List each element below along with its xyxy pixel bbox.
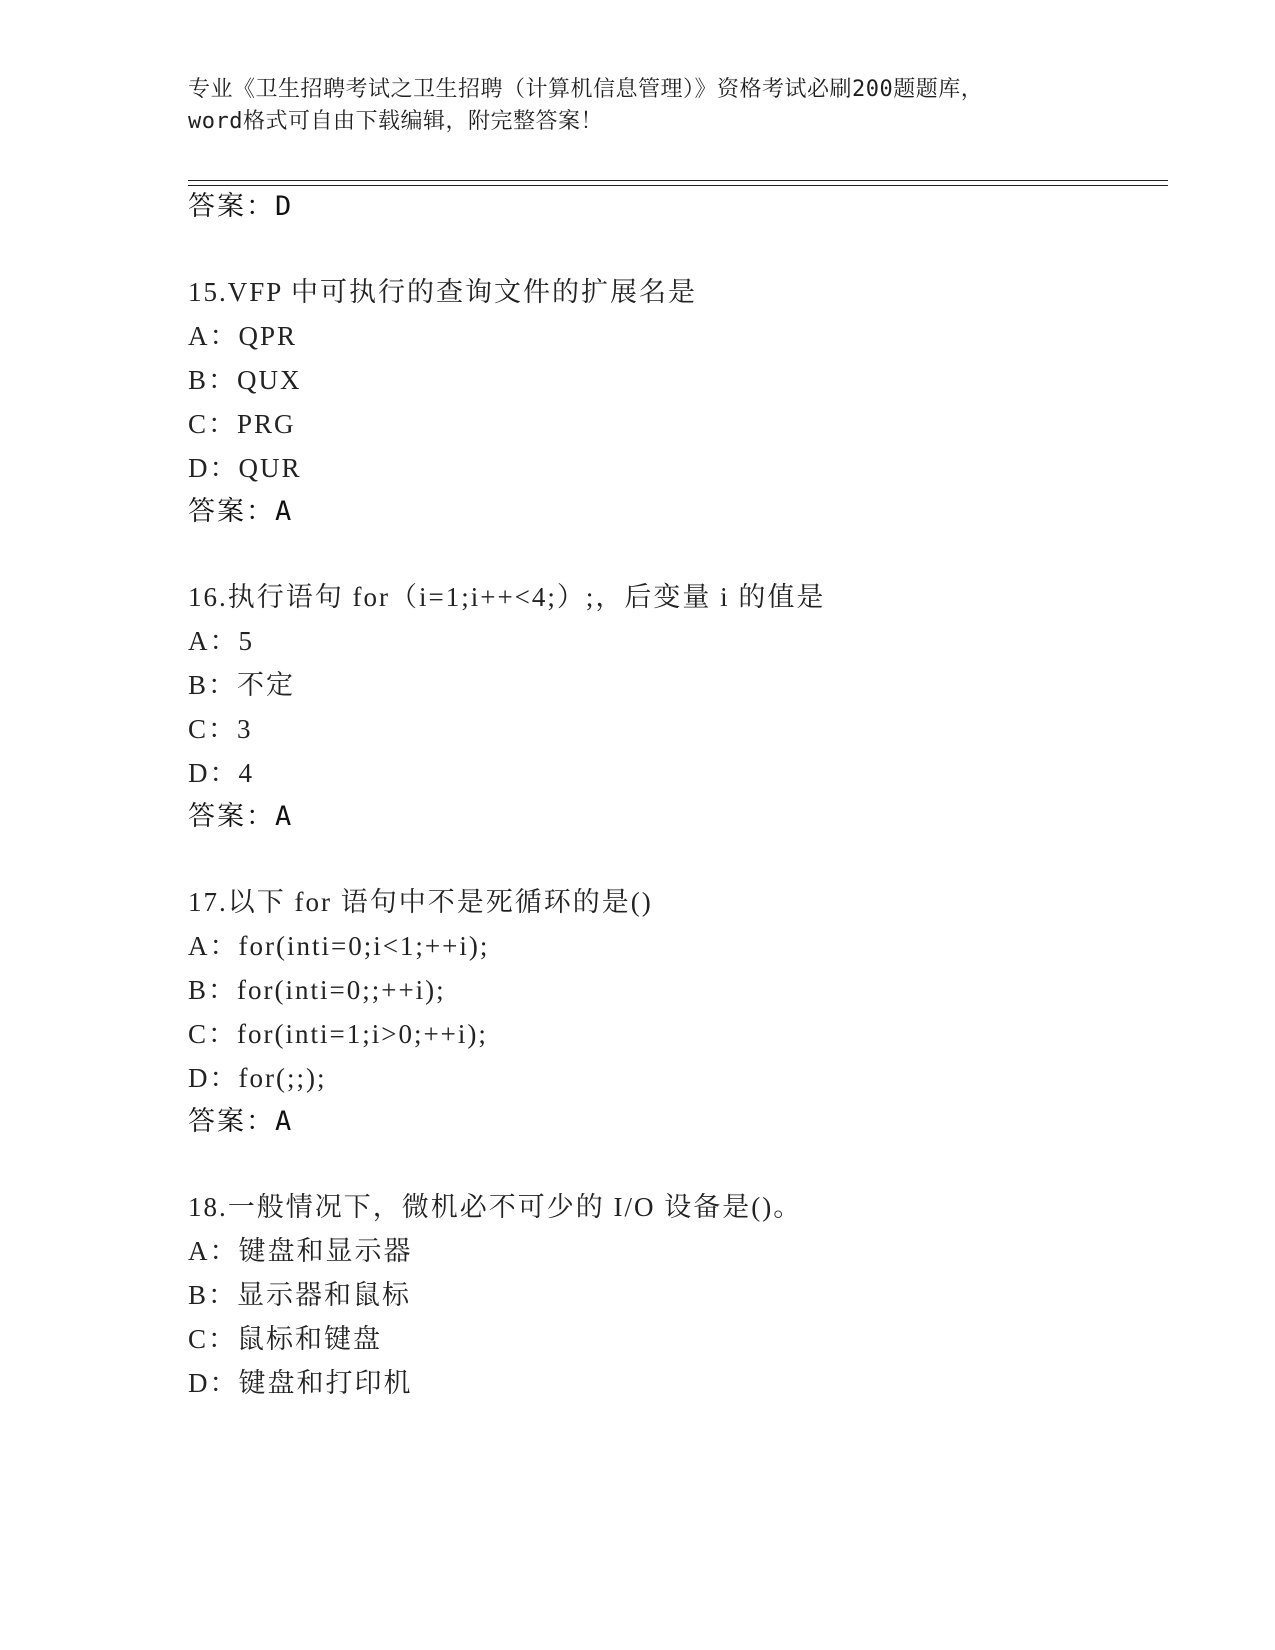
question-17: 17.以下 for 语句中不是死循环的是()	[188, 887, 653, 917]
q16-option-a: A：5	[188, 626, 254, 656]
q17-option-b: B：for(inti=0;;++i);	[188, 975, 446, 1005]
question-15: 15.VFP 中可执行的查询文件的扩展名是	[188, 277, 698, 307]
question-18: 18.一般情况下，微机必不可少的 I/O 设备是()。	[188, 1192, 803, 1222]
q18-option-a: A：键盘和显示器	[188, 1236, 413, 1266]
q17-option-a: A：for(inti=0;i<1;++i);	[188, 931, 490, 961]
header-line-1: 专业《卫生招聘考试之卫生招聘（计算机信息管理）》资格考试必刷200题题库，	[188, 77, 984, 102]
q16-option-c: C：3	[188, 714, 253, 744]
previous-answer: 答案：D	[188, 191, 294, 222]
q16-answer: 答案：A	[188, 801, 294, 832]
q15-option-a: A：QPR	[188, 321, 298, 351]
q15-option-b: B：QUX	[188, 365, 302, 395]
q15-option-c: C：PRG	[188, 409, 296, 439]
header-line-2: word格式可自由下载编辑，附完整答案！	[188, 109, 603, 134]
header-divider-top	[188, 180, 1168, 181]
q18-option-d: D：键盘和打印机	[188, 1368, 413, 1398]
q16-option-d: D：4	[188, 758, 254, 788]
question-16: 16.执行语句 for（i=1;i++<4;）;，后变量 i 的值是	[188, 582, 826, 612]
q15-answer: 答案：A	[188, 496, 294, 527]
q15-option-d: D：QUR	[188, 453, 302, 483]
document-header	[188, 74, 1088, 138]
q17-answer: 答案：A	[188, 1106, 294, 1137]
q18-option-b: B：显示器和鼠标	[188, 1280, 412, 1310]
q18-option-c: C：鼠标和键盘	[188, 1324, 383, 1354]
q17-option-c: C：for(inti=1;i>0;++i);	[188, 1019, 488, 1049]
header-divider-bottom	[188, 185, 1168, 186]
q17-option-d: D：for(;;);	[188, 1063, 327, 1093]
q16-option-b: B：不定	[188, 670, 296, 700]
